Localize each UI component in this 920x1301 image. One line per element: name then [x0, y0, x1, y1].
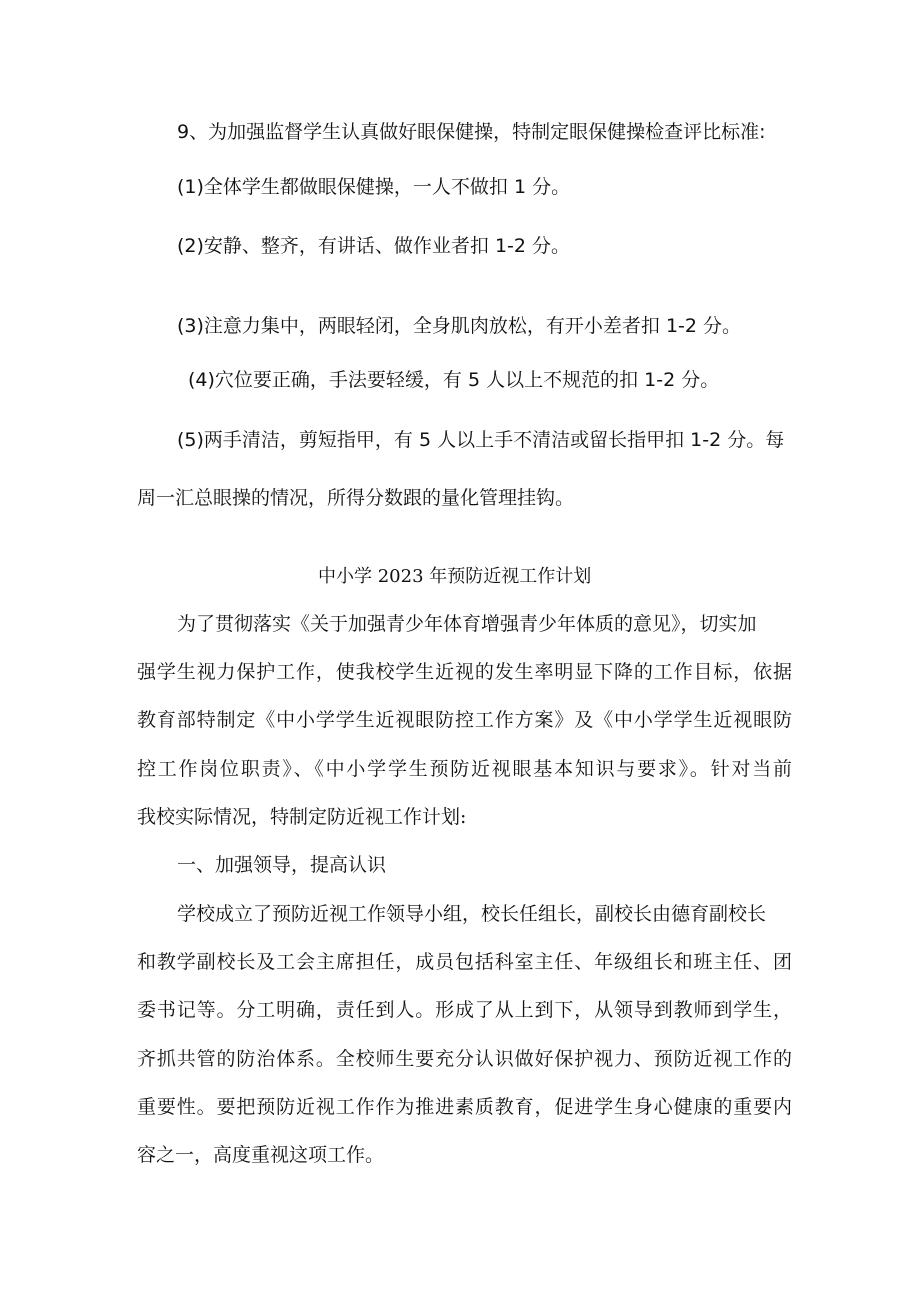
intro-line-2: 强学生视力保护工作，使我校学生近视的发生率明显下降的工作目标，依据 [137, 661, 792, 683]
intro-line-3: 教育部特制定《中小学学生近视眼防控工作方案》及《中小学学生近视眼防 [137, 709, 792, 731]
section9-heading: 9、为加强监督学生认真做好眼保健操，特制定眼保健操检查评比标准: [177, 121, 766, 143]
intro-line-1: 为了贯彻落实《关于加强青少年体育增强青少年体质的意见》，切实加 [177, 613, 757, 635]
section9-item-3: (3)注意力集中，两眼轻闭，全身肌肉放松，有开小差者扣 1-2 分。 [177, 315, 742, 337]
section9-item-1: (1)全体学生都做眼保健操，一人不做扣 1 分。 [177, 176, 571, 198]
section9-tail: 周一汇总眼操的情况，所得分数跟的量化管理挂钩。 [137, 487, 575, 509]
section1-line-1: 学校成立了预防近视工作领导小组，校长任组长，副校长由德育副校长 [177, 903, 767, 925]
section9-item-2: (2)安静、整齐，有讲话、做作业者扣 1-2 分。 [177, 235, 571, 257]
section1-line-6: 容之一，高度重视这项工作。 [137, 1144, 385, 1166]
section1-heading: 一、加强领导，提高认识 [177, 854, 387, 876]
section9-item-5: (5)两手清洁，剪短指甲，有 5 人以上手不清洁或留长指甲扣 1-2 分。每 [177, 429, 785, 451]
plan-title: 中小学 2023 年预防近视工作计划 [318, 566, 592, 587]
section1-line-5: 重要性。要把预防近视工作作为推进素质教育，促进学生身心健康的重要内 [137, 1096, 792, 1118]
section1-line-3: 委书记等。分工明确，责任到人。形成了从上到下，从领导到教师到学生， [137, 999, 792, 1021]
section9-item-4: (4)穴位要正确，手法要轻缓，有 5 人以上不规范的扣 1-2 分。 [188, 369, 720, 391]
intro-line-5: 我校实际情况，特制定防近视工作计划: [137, 806, 467, 828]
section1-line-4: 齐抓共管的防治体系。全校师生要充分认识做好保护视力、预防近视工作的 [137, 1048, 792, 1070]
section1-line-2: 和教学副校长及工会主席担任，成员包括科室主任、年级组长和班主任、团 [137, 951, 792, 973]
intro-line-4: 控工作岗位职责》、《中小学学生预防近视眼基本知识与要求》。针对当前 [137, 758, 792, 780]
